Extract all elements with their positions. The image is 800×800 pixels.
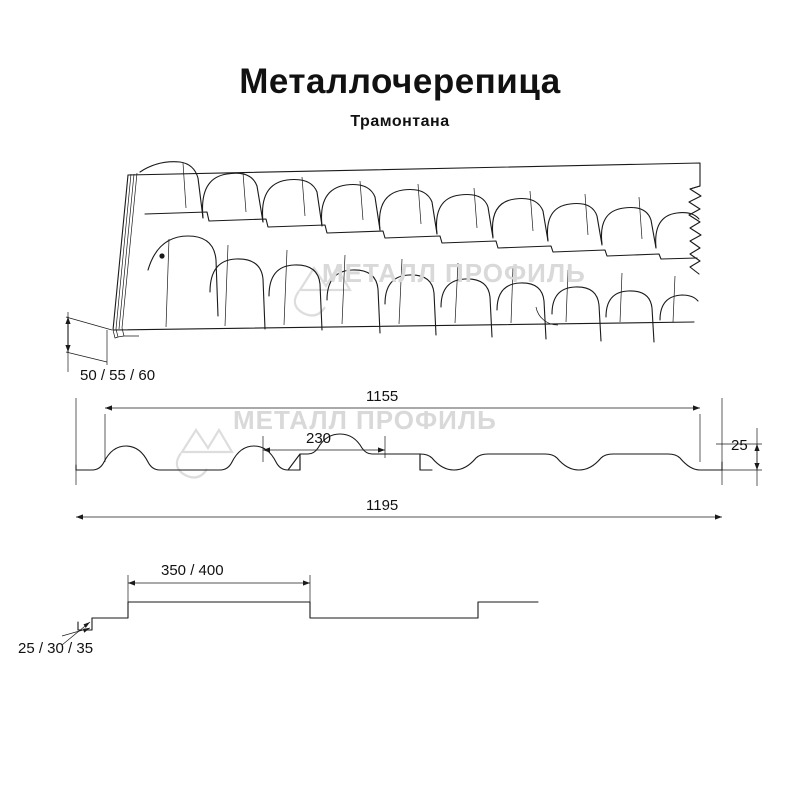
page-title: Металлочерепица [239, 62, 561, 101]
dimension-label-step-rise: 25 / 30 / 35 [18, 640, 94, 657]
side-profile-view [62, 575, 538, 645]
dimension-label-step-length: 350 / 400 [161, 562, 224, 579]
perspective-view [65, 162, 701, 372]
watermark-text-top: МЕТАЛЛ ПРОФИЛЬ [322, 258, 586, 288]
dimension-label-wave-pitch: 230 [306, 430, 332, 447]
dimension-label-useful-width: 1155 [366, 388, 399, 405]
dimension-label-profile-height: 25 [731, 437, 748, 454]
watermark-logo-top [295, 268, 350, 315]
detail-marker [159, 253, 164, 258]
dimension-label-step-height: 50 / 55 / 60 [80, 367, 156, 384]
page-subtitle: Трамонтана [350, 113, 450, 130]
dimension-label-total-width: 1195 [366, 497, 399, 514]
watermark-text-bottom: МЕТАЛЛ ПРОФИЛЬ [233, 405, 497, 435]
